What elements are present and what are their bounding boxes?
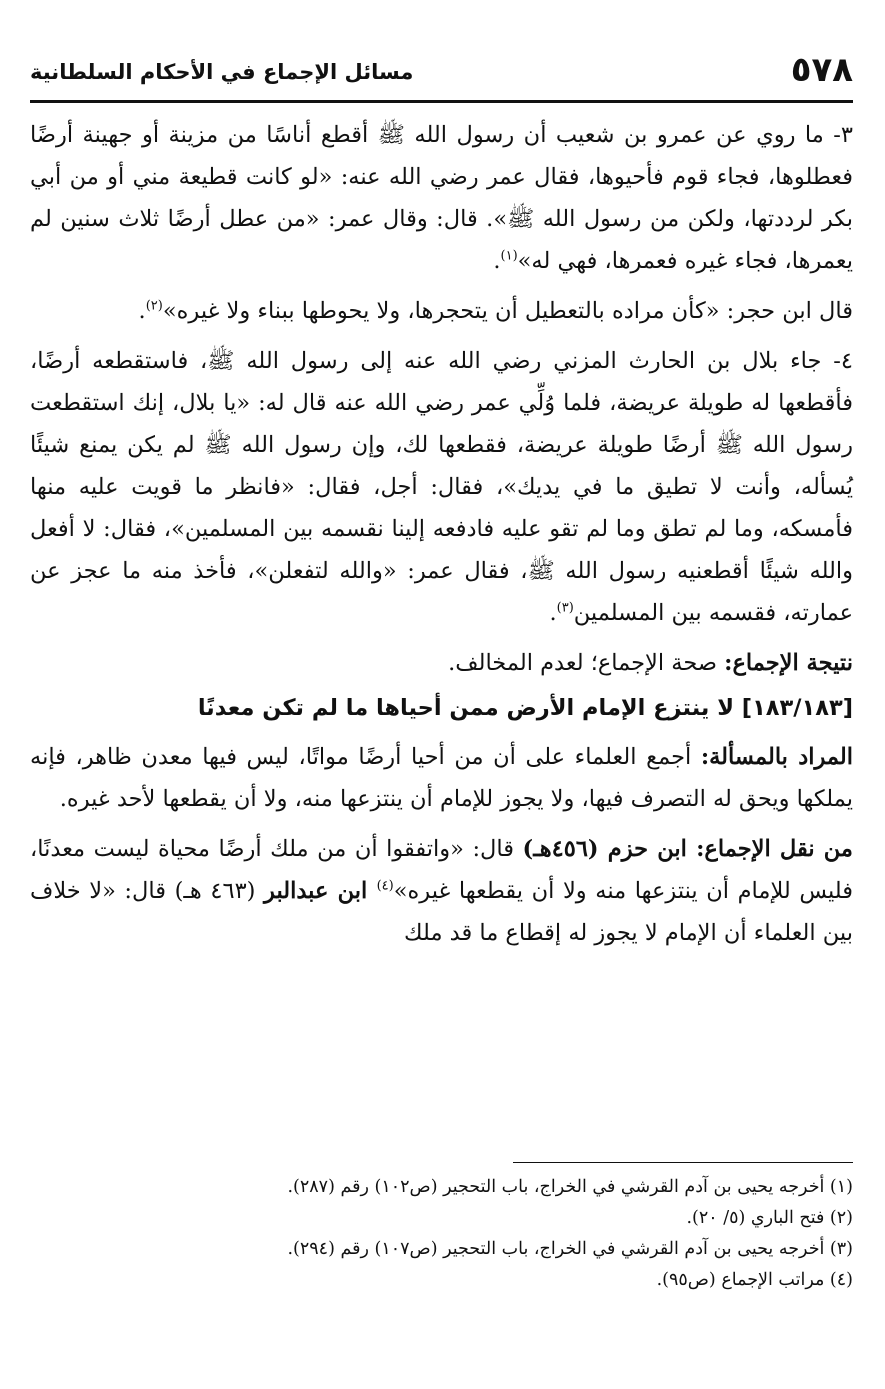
paragraph-ibn-hajar	[30, 290, 853, 332]
main-text	[30, 114, 853, 962]
footnote-3: (٣) أخرجه يحيى بن آدم القرشي في الخراج، باب التحجير (ص١٠٧) رقم (٢٩٤).	[287, 1239, 853, 1259]
paragraph-end: .	[493, 248, 501, 274]
paragraph-narration-4	[30, 340, 853, 634]
header-rule	[30, 100, 853, 103]
paragraph-text: قال ابن حجر: «كأن مراده بالتعطيل أن يتحجرها، ولا يحوطها ببناء ولا غيره»	[162, 298, 853, 324]
footnote-ref-1[interactable]: (١)	[500, 248, 518, 264]
footnote-1: (١) أخرجه يحيى بن آدم القرشي في الخراج، باب التحجير (ص١٠٢) رقم (٢٨٧).	[287, 1177, 853, 1197]
footnote-ref-4[interactable]: (٤)	[376, 878, 394, 894]
page-number: ٥٧٨	[790, 50, 853, 90]
meaning-label: المراد بالمسألة:	[700, 744, 853, 770]
paragraph-end: .	[549, 600, 557, 626]
issue-heading: [١٨٣/١٨٣] لا ينتزع الإمام الأرض ممن أحياها ما لم تكن معدنًا	[197, 695, 853, 721]
footnote-4: (٤) مراتب الإجماع (ص٩٥).	[656, 1270, 853, 1290]
paragraph-end: .	[138, 298, 146, 324]
result-label: نتيجة الإجماع:	[724, 650, 853, 676]
footnotes	[30, 1172, 853, 1296]
result-text: صحة الإجماع؛ لعدم المخالف.	[448, 650, 725, 676]
quote-ibn-abdulbarr: (٤٦٣ هـ) قال: «لا خلاف بين العلماء أن الإمام لا يجوز له إقطاع ما قد ملك	[30, 878, 853, 946]
transmitters-label: من نقل الإجماع:	[696, 836, 853, 862]
footnote-ref-2[interactable]: (٢)	[145, 298, 163, 314]
scholar-name-ibn-abdulbarr: ابن عبدالبر	[264, 878, 377, 904]
running-title: مسائل الإجماع في الأحكام السلطانية	[30, 60, 414, 84]
page-header	[30, 48, 853, 96]
paragraph-text: ٣- ما روي عن عمرو بن شعيب أن رسول الله ﷺ أقطع أناسًا من مزينة أو جهينة أرضًا فعطلوها، فجاء قوم فأحيوها، فقال عمر رضي الله عنه: «لو كانت قطيعة مني أو من أبي بكر لرددتها، ولكن من رسول الله ﷺ». قال: وقال عمر: «من عطل أرضًا ثلاث سنين لم يعمرها، فجاء غيره فعمرها، فهي له»	[30, 122, 853, 274]
footnote-rule	[513, 1162, 853, 1163]
consensus-result	[30, 642, 853, 684]
footnote-ref-3[interactable]: (٣)	[556, 600, 574, 616]
paragraph-transmitters	[30, 828, 853, 954]
book-page	[30, 0, 853, 1389]
footnote-2: (٢) فتح الباري (٥/ ٢٠).	[686, 1208, 853, 1228]
scholar-name-ibn-hazm: ابن حزم (٤٥٦هـ)	[522, 836, 697, 862]
quote-ibn-hazm: قال: «واتفقوا أن من ملك أرضًا محياة ليست معدنًا، فليس للإمام أن ينتزعها منه ولا أن يقطعها غيره»	[30, 836, 854, 904]
meaning-text: أجمع العلماء على أن من أحيا أرضًا مواتًا، ليس فيها معدن ظاهر، فإنه يملكها ويحق له التصرف فيها، ولا يجوز للإمام أن ينتزعها منه، ولا أن يقطعها لأحد غيره.	[30, 744, 853, 812]
paragraph-narration-3	[30, 114, 853, 282]
paragraph-text: ٤- جاء بلال بن الحارث المزني رضي الله عنه إلى رسول الله ﷺ، فاستقطعه أرضًا، فأقطعها له طويلة عريضة، فلما وُلِّي عمر رضي الله عنه قال له: «يا بلال، إنك استقطعت رسول الله ﷺ أرضًا طويلة عريضة، فقطعها لك، وإن رسول الله ﷺ لم يكن يمنع شيئًا يُسأله، وأنت لا تطيق ما في يديك»، فقال: أجل، فقال: «فانظر ما قويت عليه منها فأمسكه، وما لم تطق وما لم تقو عليه فادفعه إلينا نقسمه بين المسلمين»، فقال: لا أفعل والله شيئًا أقطعنيه رسول الله ﷺ، فقال عمر: «والله لتفعلن»، فأخذ منه ما عجز عن عمارته، فقسمه بين المسلمين	[30, 348, 853, 626]
paragraph-issue-meaning	[30, 736, 853, 820]
